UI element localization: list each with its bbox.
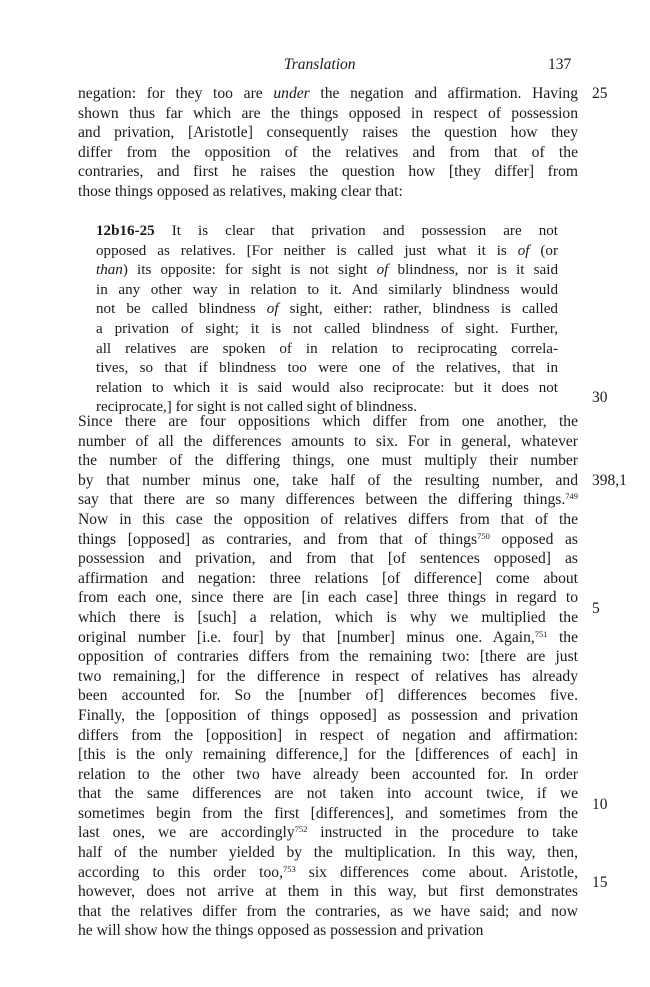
text-line	[96, 242, 558, 262]
text-line	[78, 123, 578, 143]
text-line	[78, 902, 578, 922]
text-run: things [opposed] as contraries, and from that of things	[78, 530, 478, 548]
text-line	[96, 222, 558, 242]
text-line	[78, 667, 578, 687]
text-run: according to this order too,	[78, 863, 283, 881]
text-run: Finally, the [opposition of things opposed] as possession and privation	[78, 706, 578, 724]
text-run: Now in this case the opposition of relatives differs from that of the	[78, 510, 578, 528]
text-line	[78, 647, 578, 667]
text-run: differs from the [opposition] in respect of negation and affirmation:	[78, 726, 578, 744]
text-line	[78, 765, 578, 785]
text-run: relation to the other two have already been accounted for. In order	[78, 765, 578, 783]
text-line	[78, 162, 578, 182]
text-line	[78, 84, 578, 104]
text-run: opposition of contraries differs from the remaining two: [there are just	[78, 648, 578, 666]
text-line	[78, 863, 578, 883]
text-run: instructed in the procedure to take	[307, 824, 578, 842]
text-run: not be called blindness	[96, 301, 267, 318]
running-header	[0, 56, 650, 78]
text-run: sight, either: rather, blindness is called	[278, 301, 558, 318]
text-run: the	[547, 628, 578, 646]
text-line	[78, 882, 578, 902]
footnote-marker: 752	[294, 824, 308, 835]
text-run: number of all the differences amounts to six. For in general, whatever	[78, 432, 578, 450]
running-title: Translation	[284, 56, 356, 73]
text-line	[96, 340, 558, 360]
text-line	[78, 451, 578, 471]
text-line	[78, 510, 578, 530]
margin-line-number: 398,1	[592, 472, 627, 489]
text-line	[78, 745, 578, 765]
text-line	[78, 549, 578, 569]
text-run: been accounted for. So the [number of] differences becomes five.	[78, 687, 578, 705]
text-line	[78, 726, 578, 746]
text-run: contraries, and first he raises the question how [they differ] from	[78, 163, 578, 181]
text-run: the negation and affirmation. Having	[309, 85, 579, 102]
text-run: however, does not arrive at them in this way, but first demonstrates	[78, 883, 578, 901]
text-run: It is clear that privation and possession are not	[154, 223, 558, 239]
text-run: blindness, nor is it said	[388, 262, 558, 279]
text-line	[78, 530, 578, 550]
text-run: opposed as	[489, 530, 578, 548]
text-run: relation to which it is said would also reciprocate: but it does not	[96, 379, 558, 396]
text-run: ) its opposite: for sight is not sight	[122, 262, 377, 279]
text-line	[78, 804, 578, 824]
text-line	[78, 823, 578, 843]
text-run: shown thus far which are the things opposed in respect of possession	[78, 104, 578, 122]
text-line	[78, 843, 578, 863]
text-line	[78, 182, 578, 202]
text-line	[96, 261, 558, 281]
margin-line-number: 30	[592, 389, 608, 406]
text-line	[78, 784, 578, 804]
text-run: affirmation and negation: three relations [of difference] come about	[78, 569, 578, 587]
italic-text: of	[376, 262, 389, 279]
text-run: which there is [such] a relation, which is why we multiplied the	[78, 608, 578, 626]
text-run: the number of the differing things, one must multiply their number	[78, 452, 578, 470]
paragraph-lemma-quote	[96, 222, 558, 418]
text-line	[78, 432, 578, 452]
italic-text: of	[266, 301, 279, 318]
text-line	[96, 379, 558, 399]
text-run: reciprocate,] for sight is not called sight of blindness.	[96, 399, 418, 416]
text-line	[78, 490, 578, 510]
text-line	[78, 471, 578, 491]
text-run: by that number minus one, take half of the resulting number, and	[78, 471, 578, 489]
text-line	[78, 412, 578, 432]
footnote-marker: 750	[477, 530, 490, 541]
text-run: original number [i.e. four] by that [number] minus one. Again,	[78, 628, 535, 646]
text-run: tives, so that if blindness too were one of the relatives, that in	[96, 360, 558, 377]
footnote-marker: 751	[534, 628, 548, 639]
paragraph-intro	[78, 84, 578, 202]
page-number: 137	[548, 56, 572, 73]
text-run: sometimes begin from the first [differences], and sometimes from the	[78, 804, 578, 822]
text-run: six differences come about. Aristotle,	[295, 863, 578, 881]
text-run: opposed as relatives. [For neither is called just what it is	[96, 242, 518, 259]
text-run: in any other way in relation to it. And similarly blindness would	[96, 281, 558, 298]
text-line	[96, 359, 558, 379]
italic-text: under	[273, 85, 310, 102]
footnote-marker: 749	[565, 491, 578, 502]
text-line	[78, 686, 578, 706]
text-line	[78, 608, 578, 628]
text-run: possession and privation, and from that [of sentences opposed] as	[78, 550, 578, 568]
paragraph-commentary	[78, 412, 578, 941]
text-run: and privation, [Aristotle] consequently raises the question how they	[78, 124, 578, 142]
text-run: from each one, since there are [in each case] three things in regard to	[78, 589, 578, 607]
text-run: Since there are four oppositions which differ from one another, the	[78, 413, 578, 430]
text-run: (or	[529, 242, 559, 259]
text-line	[78, 706, 578, 726]
text-run: last ones, we are accordingly	[78, 824, 295, 842]
text-line	[78, 143, 578, 163]
footnote-marker: 753	[282, 863, 296, 874]
text-line	[78, 569, 578, 589]
text-line	[96, 281, 558, 301]
text-run: he will show how the things opposed as possession and privation	[78, 922, 484, 940]
text-run: a privation of sight; it is not called blindness of sight. Further,	[96, 320, 558, 337]
text-run: those things opposed as relatives, making clear that:	[78, 182, 403, 200]
text-line	[96, 300, 558, 320]
text-run: that the same differences are not taken into account twice, if we	[78, 785, 578, 803]
lemma-reference: 12b16-25	[96, 223, 155, 239]
text-run: that the relatives differ from the contraries, as we have said; and now	[78, 902, 578, 920]
italic-text: of	[517, 242, 530, 259]
text-run: half of the number yielded by the multiplication. In this way, then,	[78, 844, 578, 862]
margin-line-number: 25	[592, 85, 608, 102]
text-run: say that there are so many differences between the differing things.	[78, 491, 566, 509]
margin-line-number: 10	[592, 796, 608, 813]
text-line	[96, 320, 558, 340]
text-line	[78, 104, 578, 124]
text-run: all relatives are spoken of in relation to reciprocating correla-	[96, 340, 558, 357]
text-run: two remaining,] for the difference in respect of relatives has already	[78, 667, 578, 685]
text-run: negation: for they too are	[78, 85, 274, 102]
text-run: [this is the only remaining difference,] for the [differences of each] in	[78, 746, 578, 764]
italic-text: than	[96, 262, 123, 279]
text-line	[78, 588, 578, 608]
text-run: differ from the opposition of the relatives and from that of the	[78, 143, 578, 161]
text-line	[78, 921, 578, 941]
margin-line-number: 15	[592, 874, 608, 891]
margin-line-number: 5	[592, 600, 600, 617]
text-line	[78, 628, 578, 648]
